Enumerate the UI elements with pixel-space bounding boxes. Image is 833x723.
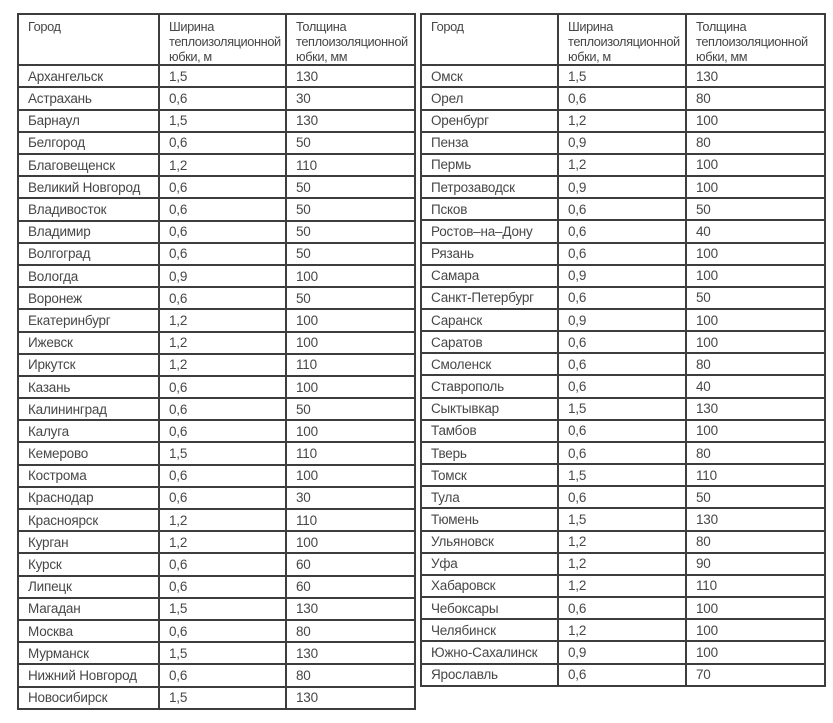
thickness-cell: 50 (286, 221, 415, 243)
table-row (421, 287, 825, 309)
thickness-cell: 50 (686, 486, 825, 508)
table-row (421, 619, 825, 641)
width-cell: 0,6 (159, 664, 286, 686)
table-row (421, 331, 825, 353)
table-row (421, 464, 825, 486)
column-header-city: Город (18, 14, 159, 65)
city-cell: Астрахань (18, 87, 159, 109)
city-cell: Мурманск (18, 642, 159, 664)
width-cell: 1,5 (159, 598, 286, 620)
table-row (421, 641, 825, 663)
width-cell: 0,6 (558, 664, 686, 687)
city-cell: Омск (421, 65, 558, 87)
city-cell: Благовещенск (18, 154, 159, 176)
width-cell: 1,2 (159, 154, 286, 176)
city-cell: Тула (421, 486, 558, 508)
thickness-cell: 90 (686, 553, 825, 575)
city-cell: Пенза (421, 132, 558, 154)
width-cell: 0,9 (558, 641, 686, 663)
table-row (421, 87, 825, 109)
city-cell: Пермь (421, 154, 558, 176)
table-row (18, 198, 415, 220)
width-cell: 0,6 (159, 287, 286, 309)
width-cell: 0,9 (558, 176, 686, 198)
thickness-cell: 110 (686, 464, 825, 486)
table-row (18, 442, 415, 464)
thickness-cell: 100 (686, 154, 825, 176)
thickness-cell: 100 (686, 641, 825, 663)
thickness-cell: 100 (686, 597, 825, 619)
city-cell: Оренбург (421, 110, 558, 132)
table-row (421, 309, 825, 331)
table-row (18, 65, 415, 87)
width-cell: 0,6 (159, 398, 286, 420)
column-header-width: Ширина теплоизоляционной юбки, м (159, 14, 286, 65)
thickness-cell: 100 (686, 619, 825, 641)
thickness-cell: 70 (686, 664, 825, 687)
width-cell: 1,2 (159, 309, 286, 331)
table-row (421, 198, 825, 220)
width-cell: 0,9 (159, 265, 286, 287)
thickness-cell: 60 (286, 553, 415, 575)
width-cell: 1,5 (159, 687, 286, 709)
thickness-cell: 100 (286, 376, 415, 398)
thickness-cell: 110 (686, 575, 825, 597)
width-cell: 0,9 (558, 132, 686, 154)
column-header-width: Ширина теплоизоляционной юбки, м (558, 14, 686, 65)
thickness-cell: 130 (686, 398, 825, 420)
table-row (18, 287, 415, 309)
thickness-cell: 80 (686, 87, 825, 109)
width-cell: 1,5 (159, 110, 286, 132)
table-row (421, 132, 825, 154)
city-cell: Смоленск (421, 353, 558, 375)
table-row (18, 376, 415, 398)
city-cell: Южно-Сахалинск (421, 641, 558, 663)
table-row (421, 265, 825, 287)
thickness-cell: 100 (686, 331, 825, 353)
thickness-cell: 60 (286, 576, 415, 598)
city-cell: Магадан (18, 598, 159, 620)
city-cell: Нижний Новгород (18, 664, 159, 686)
city-cell: Москва (18, 620, 159, 642)
table-row (421, 154, 825, 176)
thickness-cell: 100 (686, 110, 825, 132)
city-cell: Красноярск (18, 509, 159, 531)
city-cell: Вологда (18, 265, 159, 287)
width-cell: 1,2 (159, 332, 286, 354)
thickness-cell: 50 (286, 132, 415, 154)
city-cell: Самара (421, 265, 558, 287)
width-cell: 0,6 (159, 487, 286, 509)
table-row (18, 487, 415, 509)
thickness-cell: 130 (286, 642, 415, 664)
table-row (18, 265, 415, 287)
table-row (421, 110, 825, 132)
table-row (18, 221, 415, 243)
width-cell: 1,2 (159, 509, 286, 531)
table-row (18, 687, 415, 709)
width-cell: 0,6 (558, 375, 686, 397)
width-cell: 1,2 (159, 531, 286, 553)
width-cell: 0,6 (558, 486, 686, 508)
thickness-cell: 100 (286, 265, 415, 287)
table-row (18, 664, 415, 686)
thickness-cell: 50 (286, 243, 415, 265)
thickness-cell: 100 (286, 420, 415, 442)
table-row (18, 398, 415, 420)
width-cell: 0,9 (558, 265, 686, 287)
table-row (421, 442, 825, 464)
header-row (18, 14, 415, 65)
width-cell: 0,6 (558, 243, 686, 265)
table-row (18, 110, 415, 132)
city-cell: Кемерово (18, 442, 159, 464)
width-cell: 0,6 (558, 331, 686, 353)
city-cell: Тверь (421, 442, 558, 464)
width-cell: 0,6 (159, 376, 286, 398)
width-cell: 0,6 (558, 442, 686, 464)
thickness-cell: 100 (686, 176, 825, 198)
city-cell: Сыктывкар (421, 398, 558, 420)
table-row (18, 154, 415, 176)
thickness-cell: 130 (286, 687, 415, 709)
width-cell: 1,5 (159, 65, 286, 87)
city-cell: Ижевск (18, 332, 159, 354)
width-cell: 0,6 (558, 597, 686, 619)
thickness-cell: 130 (686, 65, 825, 87)
thickness-cell: 130 (286, 65, 415, 87)
city-cell: Челябинск (421, 619, 558, 641)
city-cell: Ростов–на–Дону (421, 220, 558, 242)
thickness-cell: 80 (286, 620, 415, 642)
city-cell: Ярославль (421, 664, 558, 687)
width-cell: 0,6 (159, 465, 286, 487)
table-row (421, 353, 825, 375)
thickness-cell: 110 (286, 154, 415, 176)
table-row (18, 531, 415, 553)
width-cell: 1,2 (558, 553, 686, 575)
width-cell: 1,5 (558, 464, 686, 486)
width-cell: 0,6 (159, 243, 286, 265)
thickness-cell: 50 (286, 398, 415, 420)
city-cell: Тюмень (421, 508, 558, 530)
column-header-thickness: Толщина теплоизоляционной юбки, мм (686, 14, 825, 65)
width-cell: 1,5 (558, 508, 686, 530)
city-cell: Саратов (421, 331, 558, 353)
thickness-cell: 130 (286, 110, 415, 132)
city-cell: Калуга (18, 420, 159, 442)
width-cell: 0,6 (159, 420, 286, 442)
width-cell: 0,6 (159, 576, 286, 598)
width-cell: 1,5 (558, 65, 686, 87)
table-row (421, 553, 825, 575)
city-cell: Владивосток (18, 198, 159, 220)
width-cell: 1,2 (558, 531, 686, 553)
table-row (18, 598, 415, 620)
city-cell: Хабаровск (421, 575, 558, 597)
width-cell: 0,6 (558, 220, 686, 242)
thickness-cell: 100 (286, 332, 415, 354)
city-cell: Липецк (18, 576, 159, 598)
width-cell: 1,5 (159, 642, 286, 664)
insulation-skirt-table-right (420, 13, 826, 687)
thickness-cell: 40 (686, 375, 825, 397)
thickness-cell: 110 (286, 509, 415, 531)
city-cell: Псков (421, 198, 558, 220)
city-cell: Ставрополь (421, 375, 558, 397)
table-row (18, 420, 415, 442)
city-cell: Томск (421, 464, 558, 486)
thickness-cell: 100 (686, 243, 825, 265)
width-cell: 0,6 (558, 420, 686, 442)
city-cell: Курган (18, 531, 159, 553)
thickness-cell: 100 (286, 531, 415, 553)
thickness-cell: 50 (686, 287, 825, 309)
width-cell: 1,2 (558, 575, 686, 597)
city-cell: Петрозаводск (421, 176, 558, 198)
table-row (18, 243, 415, 265)
width-cell: 0,6 (558, 353, 686, 375)
table-row (18, 132, 415, 154)
table-row (421, 575, 825, 597)
width-cell: 0,6 (159, 553, 286, 575)
table-row (18, 509, 415, 531)
column-header-city: Город (421, 14, 558, 65)
thickness-cell: 100 (686, 420, 825, 442)
thickness-cell: 30 (286, 487, 415, 509)
table-row (18, 332, 415, 354)
city-cell: Уфа (421, 553, 558, 575)
width-cell: 0,6 (558, 87, 686, 109)
width-cell: 1,2 (558, 154, 686, 176)
city-cell: Владимир (18, 221, 159, 243)
city-cell: Иркутск (18, 354, 159, 376)
width-cell: 0,6 (159, 198, 286, 220)
table-row (421, 398, 825, 420)
width-cell: 0,6 (159, 87, 286, 109)
width-cell: 0,6 (558, 198, 686, 220)
city-cell: Кострома (18, 465, 159, 487)
width-cell: 0,6 (159, 132, 286, 154)
table-row (18, 642, 415, 664)
table-row (421, 420, 825, 442)
thickness-cell: 130 (286, 598, 415, 620)
table-row (421, 220, 825, 242)
width-cell: 1,2 (159, 354, 286, 376)
table-row (18, 553, 415, 575)
city-cell: Великий Новгород (18, 176, 159, 198)
thickness-cell: 50 (686, 198, 825, 220)
table-row (18, 176, 415, 198)
table-row (421, 508, 825, 530)
column-header-thickness: Толщина теплоизоляционной юбки, мм (286, 14, 415, 65)
thickness-cell: 100 (686, 265, 825, 287)
city-cell: Белгород (18, 132, 159, 154)
thickness-cell: 80 (286, 664, 415, 686)
city-cell: Рязань (421, 243, 558, 265)
thickness-cell: 40 (686, 220, 825, 242)
table-row (421, 531, 825, 553)
thickness-cell: 50 (286, 287, 415, 309)
table-row (421, 65, 825, 87)
width-cell: 1,2 (558, 110, 686, 132)
table-body-right (421, 65, 825, 686)
width-cell: 1,5 (558, 398, 686, 420)
width-cell: 1,2 (558, 619, 686, 641)
width-cell: 1,5 (159, 442, 286, 464)
city-cell: Калининград (18, 398, 159, 420)
table-row (18, 576, 415, 598)
thickness-cell: 80 (686, 132, 825, 154)
table-row (18, 620, 415, 642)
width-cell: 0,6 (159, 221, 286, 243)
table-row (18, 354, 415, 376)
table-row (421, 664, 825, 687)
city-cell: Чебоксары (421, 597, 558, 619)
insulation-skirt-table-left (17, 13, 416, 710)
city-cell: Орел (421, 87, 558, 109)
width-cell: 0,9 (558, 309, 686, 331)
city-cell: Санкт-Петербург (421, 287, 558, 309)
thickness-cell: 80 (686, 353, 825, 375)
city-cell: Волгоград (18, 243, 159, 265)
width-cell: 0,6 (159, 176, 286, 198)
city-cell: Воронеж (18, 287, 159, 309)
thickness-cell: 50 (286, 176, 415, 198)
table-row (421, 597, 825, 619)
city-cell: Казань (18, 376, 159, 398)
width-cell: 0,6 (159, 620, 286, 642)
table-row (421, 176, 825, 198)
width-cell: 0,6 (558, 287, 686, 309)
table-row (18, 87, 415, 109)
city-cell: Барнаул (18, 110, 159, 132)
header-row (421, 14, 825, 65)
table-row (421, 375, 825, 397)
thickness-cell: 110 (286, 354, 415, 376)
city-cell: Тамбов (421, 420, 558, 442)
table-row (18, 465, 415, 487)
thickness-cell: 100 (686, 309, 825, 331)
city-cell: Екатеринбург (18, 309, 159, 331)
thickness-cell: 80 (686, 442, 825, 464)
city-cell: Ульяновск (421, 531, 558, 553)
city-cell: Саранск (421, 309, 558, 331)
thickness-cell: 100 (286, 465, 415, 487)
table-row (421, 486, 825, 508)
city-cell: Курск (18, 553, 159, 575)
thickness-cell: 50 (286, 198, 415, 220)
thickness-cell: 30 (286, 87, 415, 109)
thickness-cell: 130 (686, 508, 825, 530)
city-cell: Краснодар (18, 487, 159, 509)
table-row (18, 309, 415, 331)
city-cell: Новосибирск (18, 687, 159, 709)
thickness-cell: 80 (686, 531, 825, 553)
thickness-cell: 110 (286, 442, 415, 464)
table-body-left (18, 65, 415, 709)
table-row (421, 243, 825, 265)
city-cell: Архангельск (18, 65, 159, 87)
thickness-cell: 100 (286, 309, 415, 331)
